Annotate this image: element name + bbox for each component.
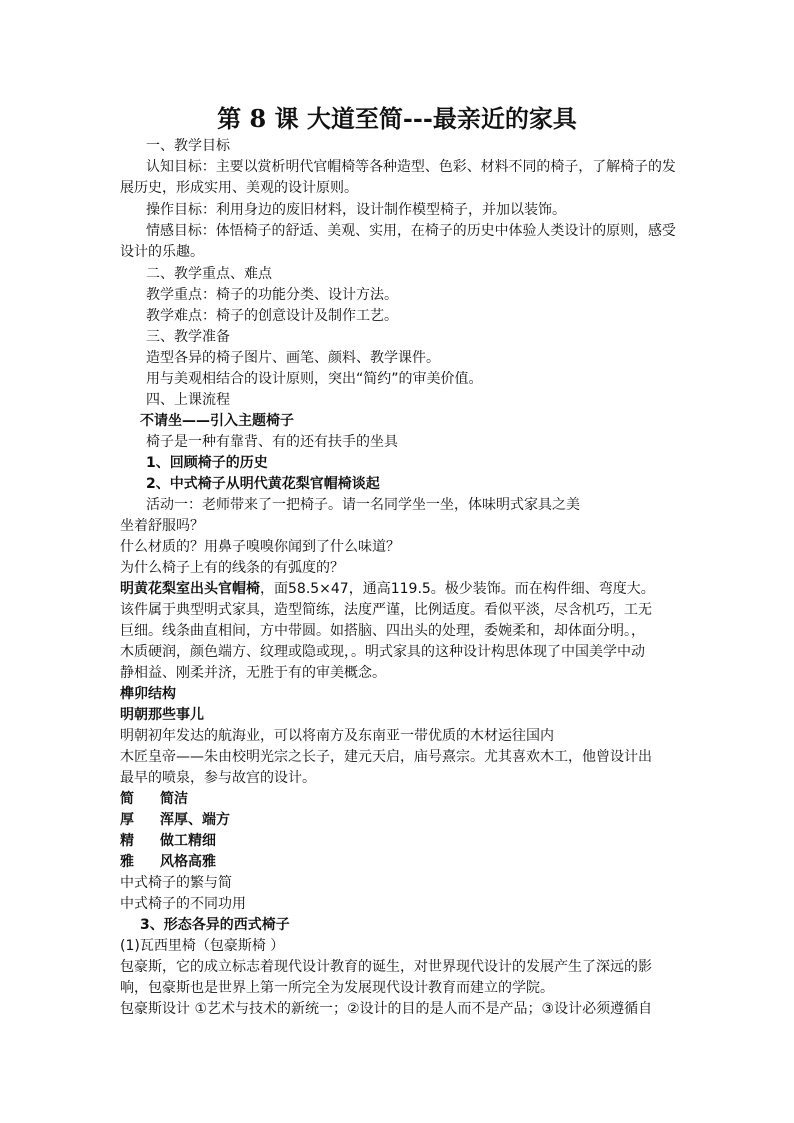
trait-key: 雅 [120, 854, 134, 870]
paragraph-line: 最早的喷泉，参与故宫的设计。 [120, 770, 316, 786]
section-heading-focus: 二、教学重点、难点 [146, 266, 272, 282]
paragraph-line: 该件属于典型明式家具，造型简练，法度严谨，比例适度。看似平淡，尽含机巧，工无 [120, 602, 652, 618]
paragraph-line: 响，包豪斯也是世界上第一所完全为发展现代设计教育而建立的学院。 [120, 980, 554, 996]
paragraph-line: 用与美观相结合的设计原则，突出“简约”的审美价值。 [146, 371, 483, 387]
trait-row [120, 810, 230, 830]
bold-heading: 1、回顾椅子的历史 [146, 455, 268, 471]
paragraph-line: 巨细。线条曲直相间，方中带圆。如搭脑、四出头的处理，委婉柔和，却体面分明。， [120, 623, 645, 639]
paragraph-line: 木匠皇帝——朱由校明光宗之长子，建元天启，庙号熹宗。尤其喜欢木工，他曾设计出 [120, 749, 652, 765]
trait-value: 做工精细 [160, 833, 216, 849]
trait-value: 风格高雅 [160, 854, 216, 870]
trait-row [120, 789, 188, 809]
paragraph-line: 认知目标：主要以赏析明代官帽椅等各种造型、色彩、材料不同的椅子，了解椅子的发 [146, 159, 676, 175]
paragraph-line: 展历史，形成实用、美观的设计原则。 [120, 180, 358, 196]
section-heading-objectives: 一、教学目标 [146, 138, 230, 154]
trait-key: 精 [120, 833, 134, 849]
paragraph-line: 操作目标：利用身边的废旧材料，设计制作模型椅子，并加以装饰。 [146, 202, 566, 218]
bold-heading: 榫卯结构 [120, 686, 176, 702]
paragraph-line: 明朝初年发达的航海业，可以将南方及东南亚一带优质的木材运往国内 [120, 728, 554, 744]
paragraph-line: 教学重点：椅子的功能分类、设计方法。 [146, 287, 398, 303]
bold-heading: 3、形态各异的西式椅子 [140, 917, 290, 933]
chair-name: 明黄花梨室出头官帽椅 [120, 581, 260, 597]
trait-key: 厚 [120, 812, 134, 828]
paragraph-line: 情感目标：体悟椅子的舒适、美观、实用，在椅子的历史中体验人类设计的原则，感受 [146, 223, 676, 239]
paragraph-line: 中式椅子的繁与简 [120, 875, 232, 891]
paragraph-line: 椅子是一种有靠背、有的还有扶手的坐具 [146, 434, 398, 450]
bold-heading: 不请坐——引入主题椅子 [140, 413, 294, 429]
trait-key: 简 [120, 791, 134, 807]
section-heading-process: 四、上课流程 [146, 392, 230, 408]
question-line: 为什么椅子上有的线条的有弧度的？ [120, 560, 344, 576]
paragraph-line: (1)瓦西里椅（包豪斯椅 ） [120, 938, 285, 954]
paragraph-line: 设计的乐趣。 [120, 244, 204, 260]
bold-heading: 2、中式椅子从明代黄花梨官帽椅谈起 [146, 476, 380, 492]
bold-heading: 明朝那些事儿 [120, 707, 204, 723]
trait-value: 浑厚、端方 [160, 812, 230, 828]
paragraph-line: 造型各异的椅子图片、画笔、颜料、教学课件。 [146, 350, 440, 366]
trait-row [120, 831, 216, 851]
paragraph-line: 包豪斯，它的成立标志着现代设计教育的诞生，对世界现代设计的发展产生了深远的影 [120, 959, 652, 975]
chair-description: ，面58.5×47，通高119.5。极少装饰。而在构件细、弯度大。 [260, 581, 655, 597]
paragraph-line: 包豪斯设计 ①艺术与技术的新统一；②设计的目的是人而不是产品；③设计必须遵循自 [120, 1001, 653, 1017]
section-heading-prep: 三、教学准备 [146, 329, 230, 345]
paragraph-line [120, 579, 655, 599]
paragraph-line: 中式椅子的不同功用 [120, 896, 246, 912]
trait-row [120, 852, 216, 872]
trait-value: 简洁 [160, 791, 188, 807]
question-line: 什么材质的？用鼻子嗅嗅你闻到了什么味道？ [120, 539, 400, 555]
question-line: 坐着舒服吗？ [120, 518, 204, 534]
paragraph-line: 木质硬润，颜色端方、纹理或隐或现，。明式家具的这种设计构思体现了中国美学中动 [120, 644, 645, 660]
paragraph-line: 活动一：老师带来了一把椅子。请一名同学坐一坐，体味明式家具之美 [146, 497, 580, 513]
page-title: 第 8 课 大道至简---最亲近的家具 [217, 104, 577, 133]
paragraph-line: 教学难点：椅子的创意设计及制作工艺。 [146, 308, 398, 324]
paragraph-line: 静相益、刚柔并济，无胜于有的审美概念。 [120, 665, 386, 681]
